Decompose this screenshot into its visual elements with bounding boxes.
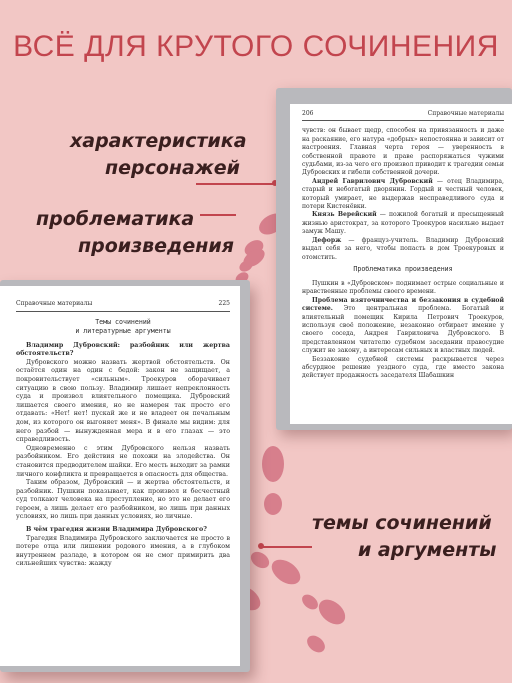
section-title: Темы сочинений и литературные аргументы bbox=[75, 317, 171, 335]
callout-character: характеристика персонажей bbox=[70, 130, 247, 179]
callout-problems: проблематика произведения bbox=[36, 208, 234, 257]
footprint-icon bbox=[288, 590, 364, 660]
running-head: Справочные материалы 225 bbox=[16, 300, 230, 312]
footprint-icon bbox=[256, 442, 290, 522]
book-page-right: 206 Справочные материалы чувств: он бывает щедр, способен на привязанность и даже на раскаяние, его натура «добрых» непостоянна и зависит от настроения. Главная черта героя — уверенность в собственной правоте и праве распоряжаться чужими судьбами, из-за чего его произвол приводит к трагедии семьи Дубровских и гибели собственной дочери. Андрей Гаврилович Дубровский — отец Владимира, старый и небогатый дворянин. Гордый и честный человек, который умирает, не выдержав несправедливого суда и потери Кистенёвки. Князь Верейский — пожилой богатый и пресыщенный жизнью аристократ, за которого Троекуров насильно выдает замуж Машу. Дефорж — француз-учитель. Владимир Дубровский выдал себя за него, чтобы попасть в дом Троекуровых и отомстить. Проблематика произведения Пушкин в «Дубровском» поднимает острые социальные и нравственные проблемы своего времени. Проблема взяточничества и беззакония в судебной системе. Это центральная проблема. Богатый и влиятельный помещик Кирила Петрович Троекуров, используя своё положение, незаконно отбирает имение у своего соседа, Андрея Гавриловича Дубровского. В представленном читателю судебном заседании правосудие служит не закону, а интересам сильных и властных людей. Беззаконие судебной системы раскрывается через абсурдное решение уездного суда, где вместо закона действует продажность заседателя Шабашкин bbox=[290, 104, 512, 424]
leader-dot bbox=[258, 543, 264, 549]
callout-topics: темы сочинений и аргументы bbox=[312, 512, 497, 561]
leader-line bbox=[262, 546, 312, 548]
headline: ВСЁ ДЛЯ КРУТОГО СОЧИНЕНИЯ bbox=[13, 30, 499, 63]
section-title: Проблематика произведения bbox=[353, 264, 453, 273]
book-page-left: Справочные материалы 225 Темы сочинений и литературные аргументы Владимир Дубровский: разбойник или жертва обстоятельств? Дубровского можно назвать жертвой обстоятельств. Он остаётся один на один с бедой: закон не защищает, а покровительствует «сильным». Троекуров оборачивает ситуацию в свою пользу. Владимир лишает непреклонность суда и произвол влиятельного помещика. Дубровский лишается своего имения, но не намерен так просто его отдавать: «Нет! нет! пускай же и не владеет он печальным дом, из которого он выгоняет меня». В финале мы видим: для него разбой — вынужденная мера и в его глазах — это справедливость. Одновременно с этим Дубровского нельзя назвать разбойником. Его действия не похожи на злодейства. Он становится предводителем шайки. Его месть выходит за рамки личного конфликта и превращается в опасность для общества. Таким образом, Дубровский — и жертва обстоятельств, и разбойник. Пушкин показывает, как произвол и бесчестный суд толкают человека на преступление, но это не делает его героем, а лишь делает его разбойником, но лишь при данных условиях, но лишь при данных условиях, но личные. В чём трагедия жизни Владимира Дубровского? Трагедия Владимира Дубровского заключается не просто в потере отца или лишении родового имения, а в глубоком внутреннем разладе, в котором он не смог примирить два сильнейших чувства: жажду bbox=[0, 286, 240, 666]
leader-line bbox=[200, 214, 236, 216]
running-head: 206 Справочные материалы bbox=[302, 110, 504, 121]
leader-line bbox=[196, 183, 274, 185]
